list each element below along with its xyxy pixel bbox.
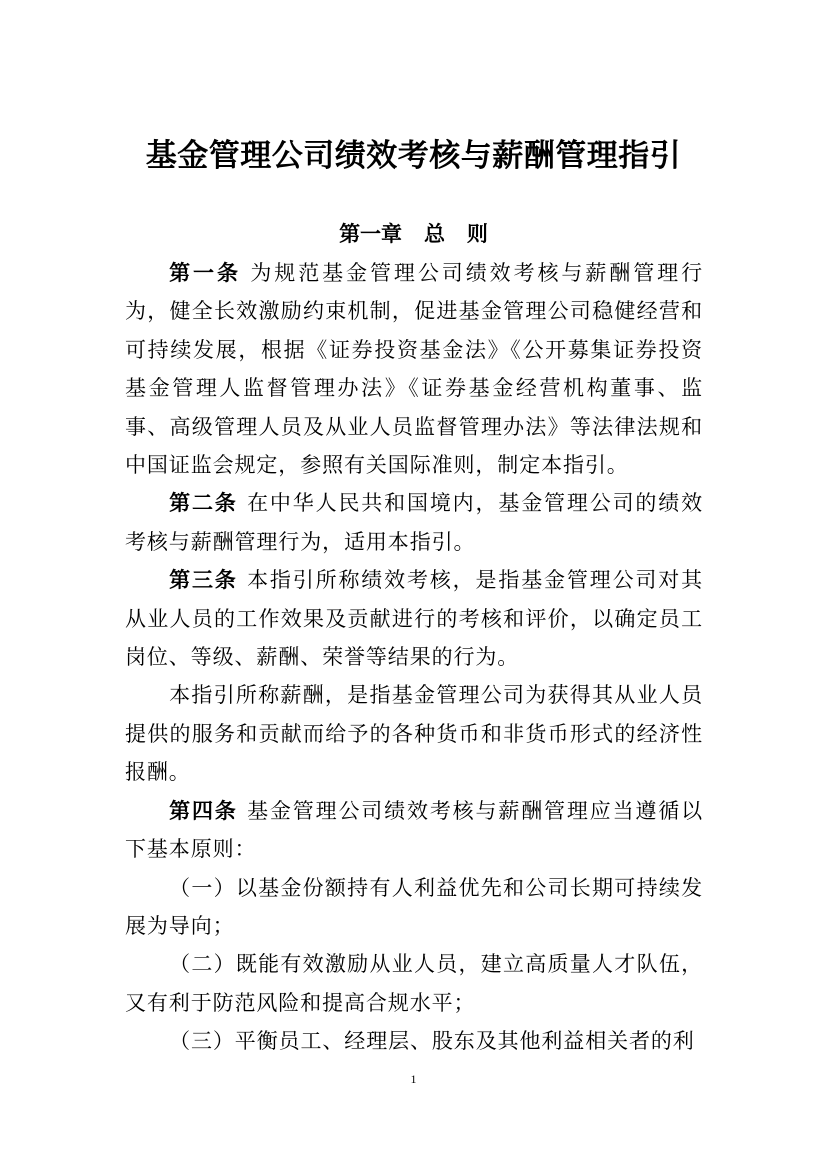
principle-text: （二）既能有效激励从业人员，建立高质量人才队伍，又有利于防范风险和提高合规水平； [125, 952, 703, 1015]
paragraph-text: 本指引所称薪酬，是指基金管理公司为获得其从业人员提供的服务和贡献而给予的各种货币和非货币形式的经济性报酬。 [125, 683, 703, 785]
article-text: 本指引所称绩效考核，是指基金管理公司对其从业人员的工作效果及贡献进行的考核和评价，以确定员工岗位、等级、薪酬、荣誉等结果的行为。 [125, 568, 704, 670]
document-title: 基金管理公司绩效考核与薪酬管理指引 [145, 138, 682, 174]
page-number: 1 [410, 1072, 417, 1086]
principle-item-1 [125, 869, 703, 946]
principle-item-2 [125, 945, 703, 1022]
article-text: 为规范基金管理公司绩效考核与薪酬管理行为，健全长效激励约束机制，促进基金管理公司稳健经营和可持续发展，根据《证券投资基金法》《公开募集证券投资基金管理人监督管理办法》《证券基金经营机构董事、监事、高级管理人员及从业人员监督管理办法》等法律法规和中国证监会规定，参照有关国际准则，制定本指引。 [125, 261, 703, 478]
article-1 [125, 254, 703, 484]
article-number: 第四条 [169, 797, 238, 823]
chapter-title: 第一章 总 则 [339, 221, 488, 246]
article-number: 第一条 [169, 260, 241, 285]
principle-item-3 [125, 1022, 703, 1060]
principle-text: （三）平衡员工、经理层、股东及其他利益相关者的利 [169, 1029, 695, 1054]
article-number: 第二条 [169, 490, 238, 516]
article-2 [125, 484, 703, 561]
article-4 [125, 792, 703, 869]
principle-text: （一）以基金份额持有人利益优先和公司长期可持续发展为导向； [125, 875, 703, 938]
body-text [125, 254, 703, 1061]
article-number: 第三条 [169, 567, 238, 593]
article-text: 在中华人民共和国境内，基金管理公司的绩效考核与薪酬管理行为，适用本指引。 [125, 491, 704, 554]
article-3 [125, 561, 703, 676]
article-text: 基金管理公司绩效考核与薪酬管理应当遵循以下基本原则： [125, 798, 704, 862]
paragraph-compensation-definition [125, 676, 703, 791]
